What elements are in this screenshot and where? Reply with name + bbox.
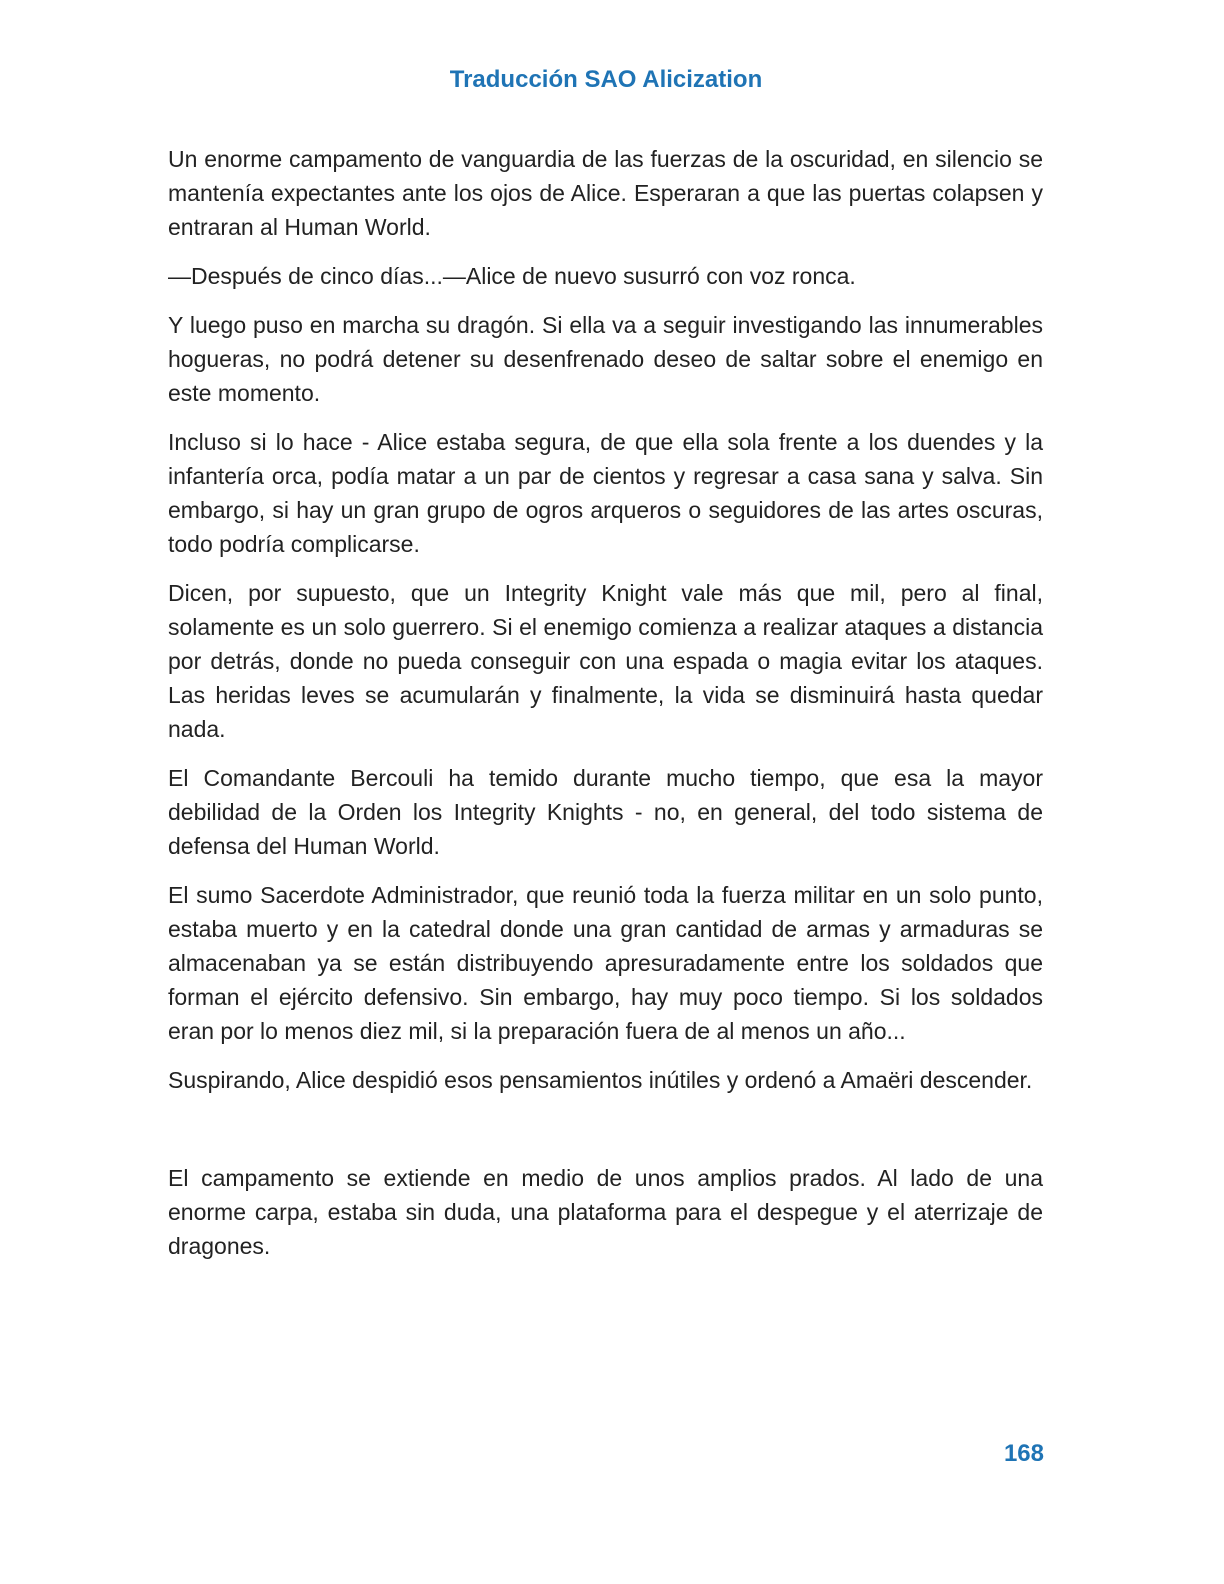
paragraph: El Comandante Bercouli ha temido durante mucho tiempo, que esa la mayor debilidad de la Orden los Integrity Knights - no, en general, del todo sistema de defensa del Human World. (168, 765, 1043, 859)
page-number: 168 (1003, 1440, 1044, 1467)
paragraph: Y luego puso en marcha su dragón. Si ella va a seguir investigando las innumerables hogueras, no podrá detener su desenfrenado deseo de saltar sobre el enemigo en este momento. (168, 312, 1043, 406)
paragraph: El sumo Sacerdote Administrador, que reunió toda la fuerza militar en un solo punto, estaba muerto y en la catedral donde una gran cantidad de armas y armaduras se almacenaban ya se están distribuyendo apresuradamente entre los soldados que forman el ejército defensivo. Sin embargo, hay muy poco tiempo. Si los soldados eran por lo menos diez mil, si la preparación fuera de al menos un año... (168, 882, 1043, 1044)
paragraph: Dicen, por supuesto, que un Integrity Knight vale más que mil, pero al final, solamente es un solo guerrero. Si el enemigo comienza a realizar ataques a distancia por detrás, donde no pueda conseguir con una espada o magia evitar los ataques. Las heridas leves se acumularán y finalmente, la vida se disminuirá hasta quedar nada. (168, 580, 1043, 742)
paragraph: —Después de cinco días...—Alice de nuevo susurró con voz ronca. (168, 263, 856, 289)
paragraph: Suspirando, Alice despidió esos pensamientos inútiles y ordenó a Amaëri descender. (168, 1067, 1033, 1093)
running-header-title: Traducción SAO Alicization (449, 66, 763, 93)
paragraph: Un enorme campamento de vanguardia de las fuerzas de la oscuridad, en silencio se mantenía expectantes ante los ojos de Alice. Esperaran a que las puertas colapsen y entraran al Human World. (168, 146, 1043, 240)
body-text (168, 142, 1043, 1278)
paragraph: Incluso si lo hace - Alice estaba segura, de que ella sola frente a los duendes y la infantería orca, podía matar a un par de cientos y regresar a casa sana y salva. Sin embargo, si hay un gran grupo de ogros arqueros o seguidores de las artes oscuras, todo podría complicarse. (168, 429, 1043, 557)
paragraph: El campamento se extiende en medio de unos amplios prados. Al lado de una enorme carpa, estaba sin duda, una plataforma para el despegue y el aterrizaje de dragones. (168, 1165, 1043, 1259)
